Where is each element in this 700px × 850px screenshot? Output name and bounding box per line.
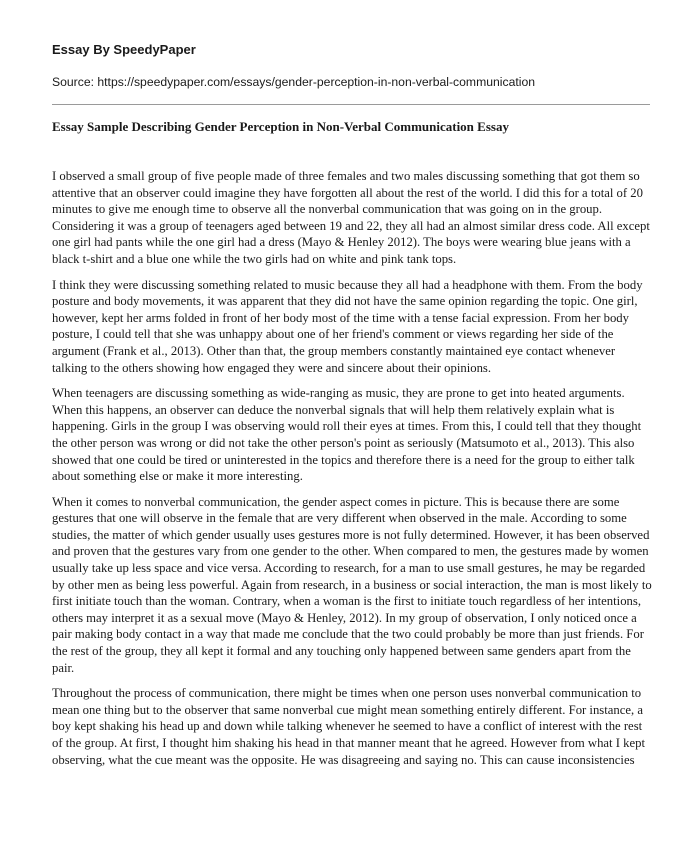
header-divider	[52, 104, 650, 105]
source-line: Source: https://speedypaper.com/essays/gender-perception-in-non-verbal-communication	[52, 75, 536, 89]
essay-title: Essay Sample Describing Gender Perception in Non-Verbal Communication Essay	[52, 119, 509, 134]
paragraph-3: When teenagers are discussing something as wide-ranging as music, they are prone to get into heated arguments. When this happens, an observer can deduce the nonverbal signals that will help them relatively explain what is happening. Girls in the group I was observing would roll their eyes at times. From this, I could tell that they thought the other person was wrong or did not take the other person's point as seriously (Matsumoto et al., 2013). This also showed that one could be tired or uninterested in the topics and therefore there is a need for the group to either talk about something else or make it more interesting.	[52, 386, 642, 484]
publisher-heading: Essay By SpeedyPaper	[52, 42, 196, 57]
essay-body	[52, 168, 652, 768]
paragraph-5: Throughout the process of communication, there might be times when one person uses nonverbal communication to mean one thing but to the observer that same nonverbal cue might mean something entirely different. For instance, a boy kept shaking his head up and down while talking whenever he seemed to have a conflict of interest with the rest of the group. At first, I thought him shaking his head in that manner meant that he agreed. However from what I kept observing, what the cue meant was the opposite. He was disagreeing and saying no. This can cause inconsistencies	[52, 686, 645, 767]
paragraph-4: When it comes to nonverbal communication, the gender aspect comes in picture. This is because there are some gestures that one will observe in the female that are very different when observed in the male. According to some studies, the matter of which gender usually uses gestures more is not fully determined. However, it has been observed and proven that the gestures vary from one gender to the other. When compared to men, the gestures made by women usually take up less space and vice versa. According to research, for a man to use small gestures, he may be regarded by other men as being less powerful. Again from research, in a business or social interaction, the man is most likely to first initiate touch than the woman. Contrary, when a woman is the first to initiate touch regardless of her intentions, others may interpret it as a sexual move (Mayo & Henley, 2012). In my group of observation, I only noticed once a pair making body contact in a way that made me conclude that the two could probably be more than just friends. For the rest of the group, they all kept it formal and any touching only happened between same genders apart from the pair.	[52, 494, 652, 675]
paragraph-1: I observed a small group of five people made of three females and two males discussing something that got them so attentive that an observer could imagine they have forgotten all about the rest of the world. I did this for a total of 20 minutes to give me enough time to observe all the nonverbal communication that was going on in the group. Considering it was a group of teenagers aged between 19 and 22, they all had an almost similar dress code. All except one girl had pants while the one girl had a dress (Mayo & Henley 2012). The boys were wearing blue jeans with a black t-shirt and a blue one while the two girls had on white and pink tank tops.	[52, 169, 650, 266]
paragraph-2: I think they were discussing something related to music because they all had a headphone with them. From the body posture and body movements, it was apparent that they did not have the same opinion regarding the topic. One girl, however, kept her arms folded in front of her body most of the time with a tense facial expression. From her body posture, I could tell that she was unhappy about one of her friend's comment or views regarding her side of the argument (Frank et al., 2013). Other than that, the group members constantly maintained eye contact whenever talking to the others showing how engaged they were and sincere about their opinions.	[52, 277, 643, 375]
